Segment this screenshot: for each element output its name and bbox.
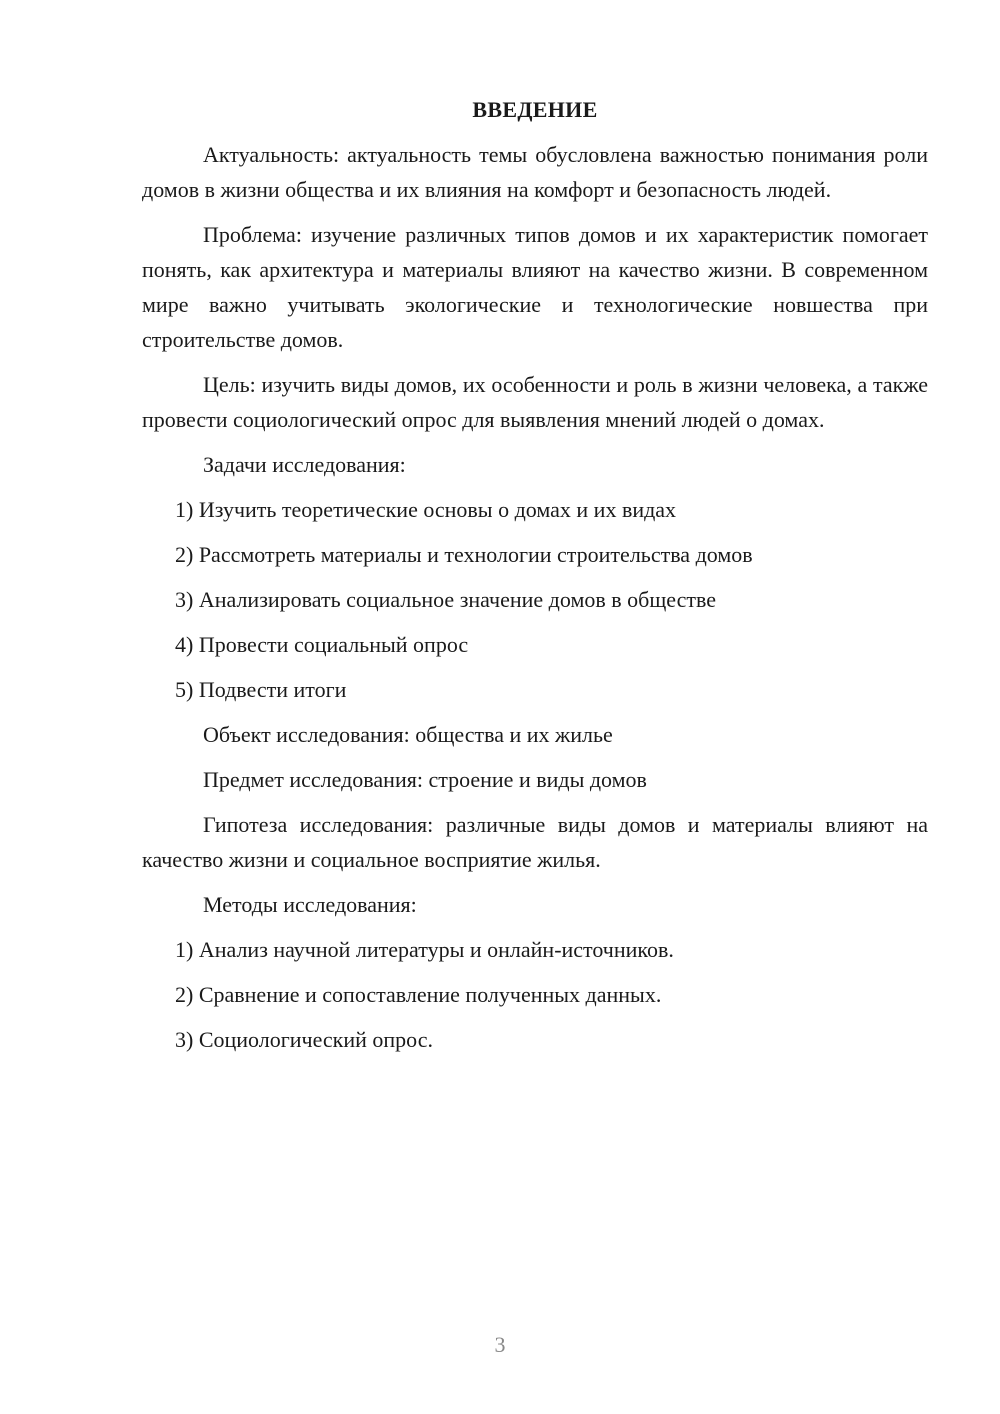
research-object: Объект исследования: общества и их жилье bbox=[203, 722, 613, 747]
method-item: 2) Сравнение и сопоставление полученных данных. bbox=[175, 982, 662, 1007]
document-page bbox=[142, 92, 928, 1067]
goal-paragraph: Цель: изучить виды домов, их особенности и роль в жизни человека, а также провести социологический опрос для выявления мнений людей о домах. bbox=[142, 372, 928, 432]
tasks-heading: Задачи исследования: bbox=[203, 452, 406, 477]
method-item: 3) Социологический опрос. bbox=[175, 1027, 433, 1052]
task-item: 5) Подвести итоги bbox=[175, 677, 347, 702]
relevance-paragraph: Актуальность: актуальность темы обусловлена важностью понимания роли домов в жизни общества и их влияния на комфорт и безопасность людей. bbox=[142, 142, 928, 202]
research-subject: Предмет исследования: строение и виды домов bbox=[203, 767, 647, 792]
method-item: 1) Анализ научной литературы и онлайн-источников. bbox=[175, 937, 674, 962]
task-item: 2) Рассмотреть материалы и технологии строительства домов bbox=[175, 542, 753, 567]
task-item: 4) Провести социальный опрос bbox=[175, 632, 469, 657]
page-number: 3 bbox=[494, 1332, 506, 1357]
task-item: 3) Анализировать социальное значение домов в обществе bbox=[175, 587, 716, 612]
hypothesis-paragraph: Гипотеза исследования: различные виды домов и материалы влияют на качество жизни и социальное восприятие жилья. bbox=[142, 812, 928, 872]
section-title: ВВЕДЕНИЕ bbox=[472, 97, 598, 122]
task-item: 1) Изучить теоретические основы о домах и их видах bbox=[175, 497, 677, 522]
methods-heading: Методы исследования: bbox=[203, 892, 417, 917]
problem-paragraph: Проблема: изучение различных типов домов и их характеристик помогает понять, как архитектура и материалы влияют на качество жизни. В современном мире важно учитывать экологические и технологические новшества при строительстве домов. bbox=[142, 222, 928, 352]
